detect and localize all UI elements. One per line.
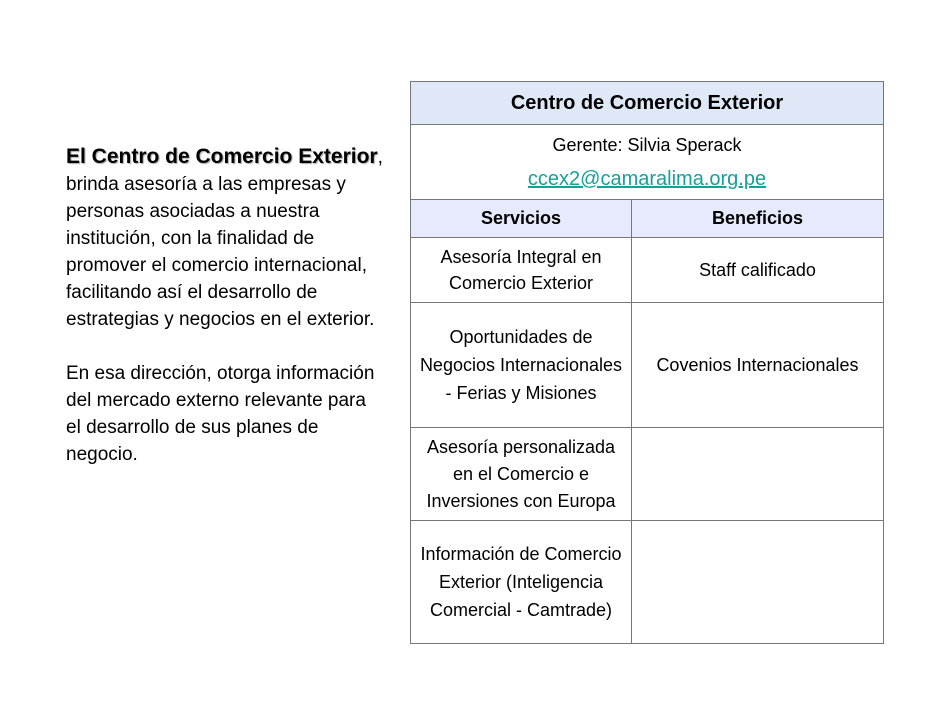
manager-name: Gerente: Silvia Sperack <box>552 135 742 155</box>
benefit-cell: Covenios Internacionales <box>632 303 884 428</box>
intro-text <box>66 143 386 468</box>
table-row <box>411 238 884 303</box>
intro-paragraph-1 <box>66 143 386 333</box>
table-title: Centro de Comercio Exterior <box>411 82 884 125</box>
intro-paragraph-1-body: , brinda asesoría a las empresas y personas asociadas a nuestra institución, con la finalidad de promover el comercio internacional, facilitando así el desarrollo de estrategias y negocios en el exterior. <box>66 147 383 330</box>
service-cell: Asesoría Integral en Comercio Exterior <box>411 238 632 303</box>
service-cell: Oportunidades de Negocios Internacionales - Ferias y Misiones <box>411 303 632 428</box>
benefit-cell <box>632 428 884 521</box>
column-header-services: Servicios <box>411 200 632 238</box>
table-row <box>411 303 884 428</box>
intro-paragraph-2: En esa dirección, otorga información del mercado externo relevante para el desarrollo de sus planes de negocio. <box>66 363 375 465</box>
intro-title: El Centro de Comercio Exterior <box>66 145 378 168</box>
service-cell: Información de Comercio Exterior (Inteligencia Comercial - Camtrade) <box>411 521 632 644</box>
column-header-benefits: Beneficios <box>632 200 884 238</box>
service-cell: Asesoría personalizada en el Comercio e Inversiones con Europa <box>411 428 632 521</box>
services-table <box>410 81 884 644</box>
manager-cell <box>411 125 884 200</box>
table-row <box>411 521 884 644</box>
table-row <box>411 428 884 521</box>
benefit-cell <box>632 521 884 644</box>
benefit-cell: Staff calificado <box>632 238 884 303</box>
email-link[interactable]: ccex2@camaralima.org.pe <box>527 168 767 190</box>
